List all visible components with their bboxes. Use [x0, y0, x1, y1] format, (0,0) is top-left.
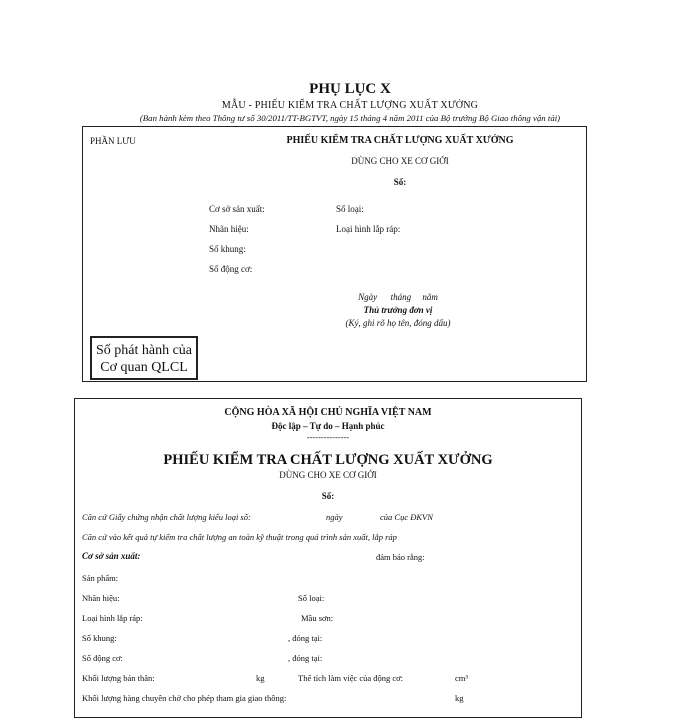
- issued-note: (Ban hành kèm theo Thông tư số 30/2011/TT-BGTVT, ngày 15 tháng 4 năm 2011 của Bộ trưởng Bộ Giao thông vận tải): [139, 113, 561, 123]
- stub-chassis-no-field[interactable]: Số khung:: [209, 244, 246, 254]
- curb-weight-field[interactable]: Khối lượng bản thân:: [82, 673, 155, 683]
- certificate-number: Số:: [321, 491, 335, 501]
- form-template-title: MẪU - PHIẾU KIỂM TRA CHẤT LƯỢNG XUẤT XƯỞNG: [221, 100, 479, 111]
- stamp-line-1: Số phát hành của: [95, 343, 193, 358]
- basis-self-inspection: Căn cứ vào kết quả tự kiểm tra chất lượng an toàn kỹ thuật trong quá trình sản xuất, lắp ráp: [82, 532, 397, 542]
- main-engine-no-field[interactable]: Số động cơ:: [82, 653, 123, 663]
- stub-subtitle: DÙNG CHO XE CƠ GIỚI: [351, 156, 449, 166]
- certificate-box: [74, 398, 582, 718]
- guarantee-text: đảm bảo rằng:: [376, 552, 425, 562]
- basis-certificate-field[interactable]: Căn cứ Giấy chứng nhận chất lượng kiểu loại số:: [82, 512, 251, 522]
- stub-manufacturer-field[interactable]: Cơ sở sản xuất:: [209, 204, 265, 214]
- engine-stamped-location[interactable]: , đóng tại:: [288, 653, 323, 663]
- basis-certificate-authority: của Cục ĐKVN: [380, 512, 433, 522]
- paint-color-field[interactable]: Mầu sơn:: [301, 613, 334, 623]
- displacement-field[interactable]: Thể tích làm việc của động cơ:: [298, 673, 404, 683]
- certificate-title: PHIẾU KIỂM TRA CHẤT LƯỢNG XUẤT XƯỞNG: [163, 452, 493, 468]
- main-assembly-type-field[interactable]: Loại hình lắp ráp:: [82, 613, 143, 623]
- stub-sign-note: (Ký, ghi rõ họ tên, đóng dấu): [345, 318, 451, 328]
- main-manufacturer-field[interactable]: Cơ sở sản xuất:: [82, 551, 141, 561]
- stub-date-line: Ngày tháng năm: [358, 292, 438, 302]
- payload-field[interactable]: Khối lượng hàng chuyên chở cho phép tham gia giao thông:: [82, 693, 287, 703]
- stub-brand-field[interactable]: Nhãn hiệu:: [209, 224, 249, 234]
- motto-divider: ---------------: [306, 432, 350, 442]
- republic-heading: CỘNG HÒA XÃ HỘI CHỦ NGHĨA VIỆT NAM: [224, 407, 432, 418]
- main-model-code-field[interactable]: Số loại:: [298, 593, 325, 603]
- issuer-number-stamp: [90, 336, 198, 380]
- stub-label: PHẦN LƯU: [90, 136, 136, 146]
- product-field[interactable]: Sản phẩm:: [82, 573, 119, 583]
- stub-model-code-field[interactable]: Số loại:: [336, 204, 364, 214]
- payload-unit: kg: [455, 693, 464, 703]
- stub-engine-no-field[interactable]: Số động cơ:: [209, 264, 253, 274]
- curb-weight-unit: kg: [256, 673, 265, 683]
- basis-certificate-date[interactable]: ngày: [326, 512, 343, 522]
- stub-number: Số:: [393, 177, 407, 187]
- stub-title: PHIẾU KIỂM TRA CHẤT LƯỢNG XUẤT XƯỞNG: [286, 135, 514, 146]
- main-chassis-no-field[interactable]: Số khung:: [82, 633, 117, 643]
- displacement-unit: cm³: [455, 673, 468, 683]
- national-motto: Độc lập – Tự do – Hạnh phúc: [271, 421, 385, 431]
- stub-head-of-unit: Thủ trưởng đơn vị: [363, 305, 433, 315]
- stamp-line-2: Cơ quan QLCL: [100, 360, 188, 375]
- main-brand-field[interactable]: Nhãn hiệu:: [82, 593, 120, 603]
- appendix-title: PHỤ LỤC X: [309, 81, 391, 97]
- chassis-stamped-location[interactable]: , đóng tại:: [288, 633, 323, 643]
- certificate-subtitle: DÙNG CHO XE CƠ GIỚI: [279, 470, 377, 480]
- stub-assembly-type-field[interactable]: Loại hình lắp ráp:: [336, 224, 401, 234]
